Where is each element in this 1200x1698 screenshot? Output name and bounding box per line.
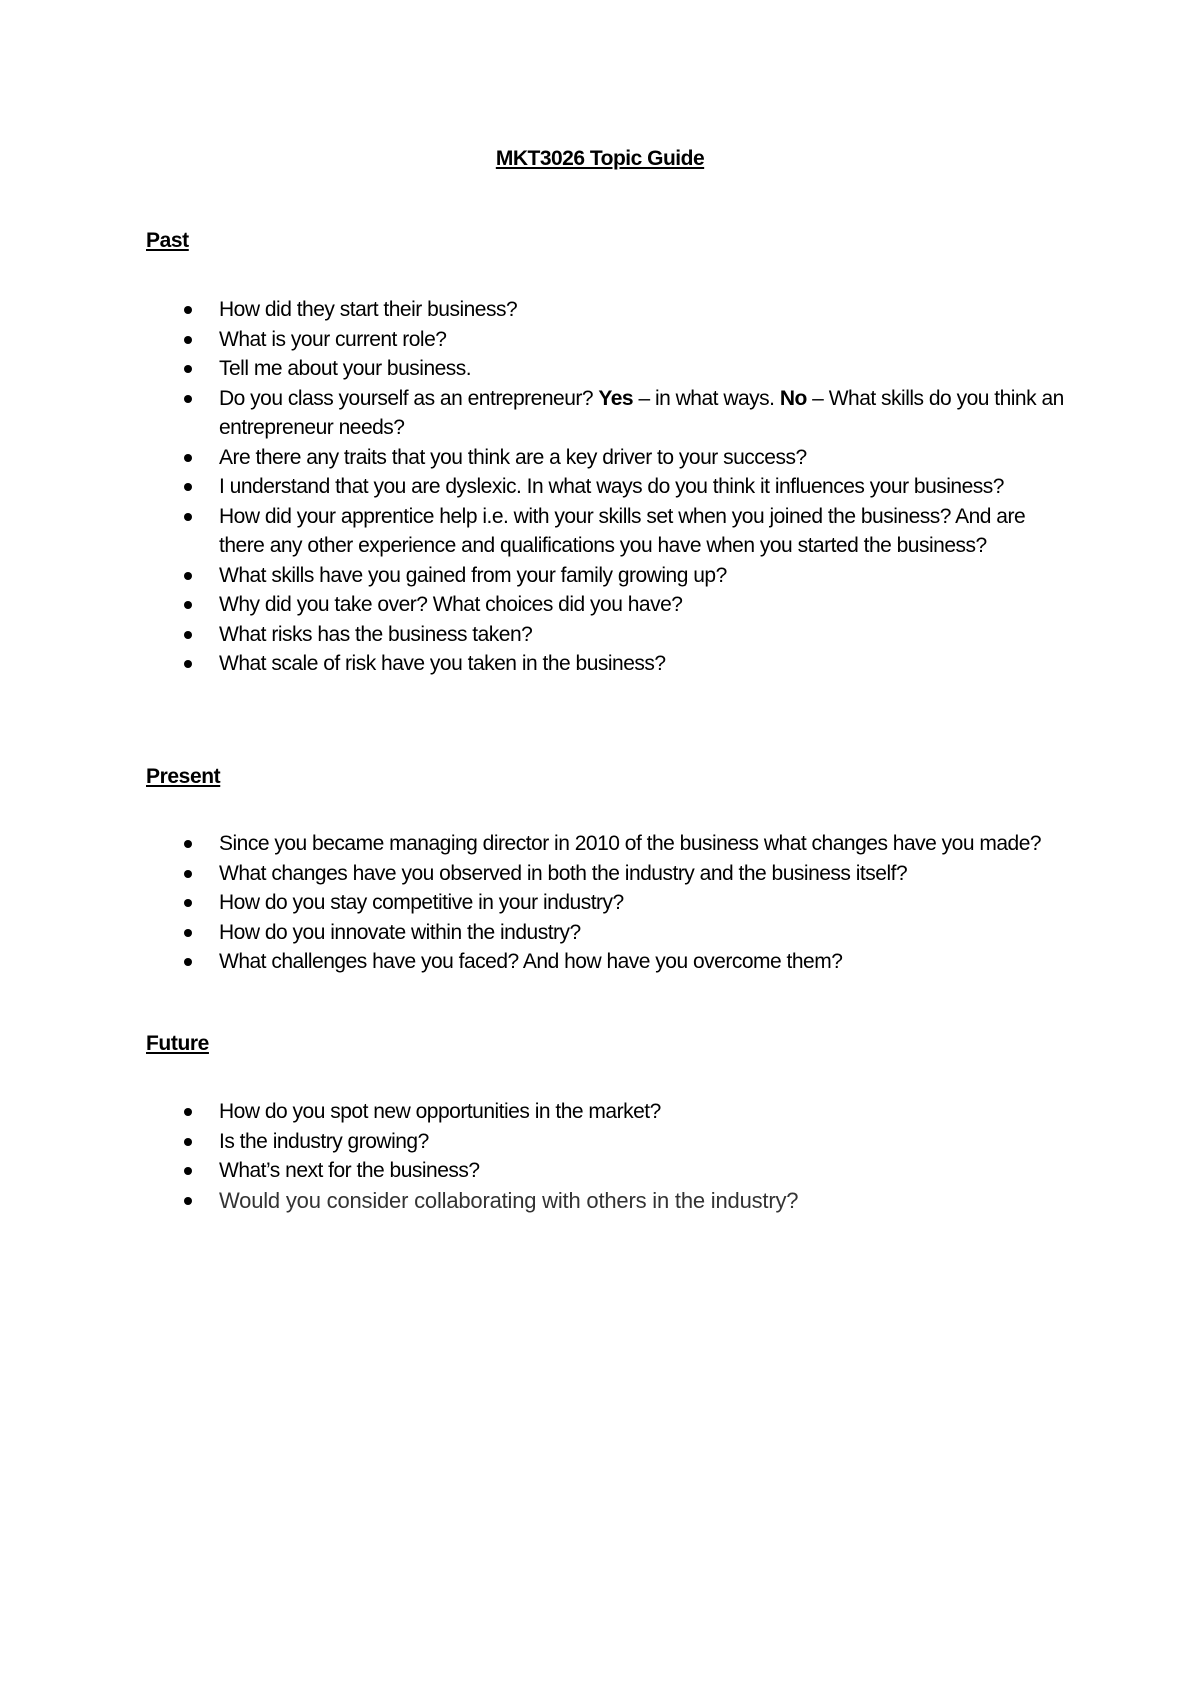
bullet-icon (184, 870, 192, 878)
list-item: What changes have you observed in both the industry and the business itself? (0, 859, 1069, 889)
section-heading-present: Present (146, 765, 221, 788)
list-item: Are there any traits that you think are a key driver to your success? (0, 443, 1069, 473)
bullet-icon (184, 929, 192, 937)
list-item: I understand that you are dyslexic. In what ways do you think it influences your business? (0, 472, 1069, 502)
list-item: How do you stay competitive in your industry? (0, 888, 1069, 918)
bullet-icon (184, 336, 192, 344)
bullet-icon (184, 483, 192, 491)
list-item: How do you innovate within the industry? (0, 918, 1069, 948)
list-item: What is your current role? (0, 325, 1069, 355)
yes-label: Yes (598, 386, 634, 410)
list-item: Do you class yourself as an entrepreneur? Yes – in what ways. No – What skills do you think an entrepreneur needs? (0, 384, 1069, 443)
bullet-icon (184, 601, 192, 609)
bullet-icon (184, 395, 192, 403)
bullet-icon (184, 454, 192, 462)
bullet-icon (184, 1108, 192, 1116)
list-item: How do you spot new opportunities in the market? (0, 1097, 1069, 1127)
list-item: Is the industry growing? (0, 1127, 1069, 1157)
bullet-icon (184, 1138, 192, 1146)
list-item: What skills have you gained from your family growing up? (0, 561, 1069, 591)
bullet-icon (184, 958, 192, 966)
bullet-icon (184, 631, 192, 639)
list-item: What challenges have you faced? And how have you overcome them? (0, 947, 1069, 977)
list-item: Tell me about your business. (0, 354, 1069, 384)
bullet-icon (184, 513, 192, 521)
list-item: Since you became managing director in 2010 of the business what changes have you made? (0, 829, 1069, 859)
bullet-icon (184, 306, 192, 314)
section-heading-past: Past (146, 229, 189, 252)
present-question-list (0, 829, 1200, 977)
bullet-icon (184, 840, 192, 848)
no-label: No (779, 386, 807, 410)
future-question-list (0, 1097, 1200, 1215)
bullet-icon (184, 1167, 192, 1175)
bullet-icon (184, 572, 192, 580)
section-heading-future: Future (146, 1032, 209, 1055)
bullet-icon (184, 899, 192, 907)
bullet-icon (184, 1197, 192, 1205)
document-title: MKT3026 Topic Guide (495, 147, 705, 170)
list-item: What’s next for the business? (0, 1156, 1069, 1186)
list-item: What risks has the business taken? (0, 620, 1069, 650)
list-item: How did they start their business? (0, 295, 1069, 325)
list-item: What scale of risk have you taken in the business? (0, 649, 1069, 679)
past-question-list (0, 295, 1200, 679)
list-item: Why did you take over? What choices did you have? (0, 590, 1069, 620)
list-item: Would you consider collaborating with others in the industry? (0, 1186, 1069, 1216)
bullet-icon (184, 365, 192, 373)
list-item: How did your apprentice help i.e. with your skills set when you joined the business? And are there any other experience and qualifications you have when you started the business? (0, 502, 1069, 561)
bullet-icon (184, 660, 192, 668)
